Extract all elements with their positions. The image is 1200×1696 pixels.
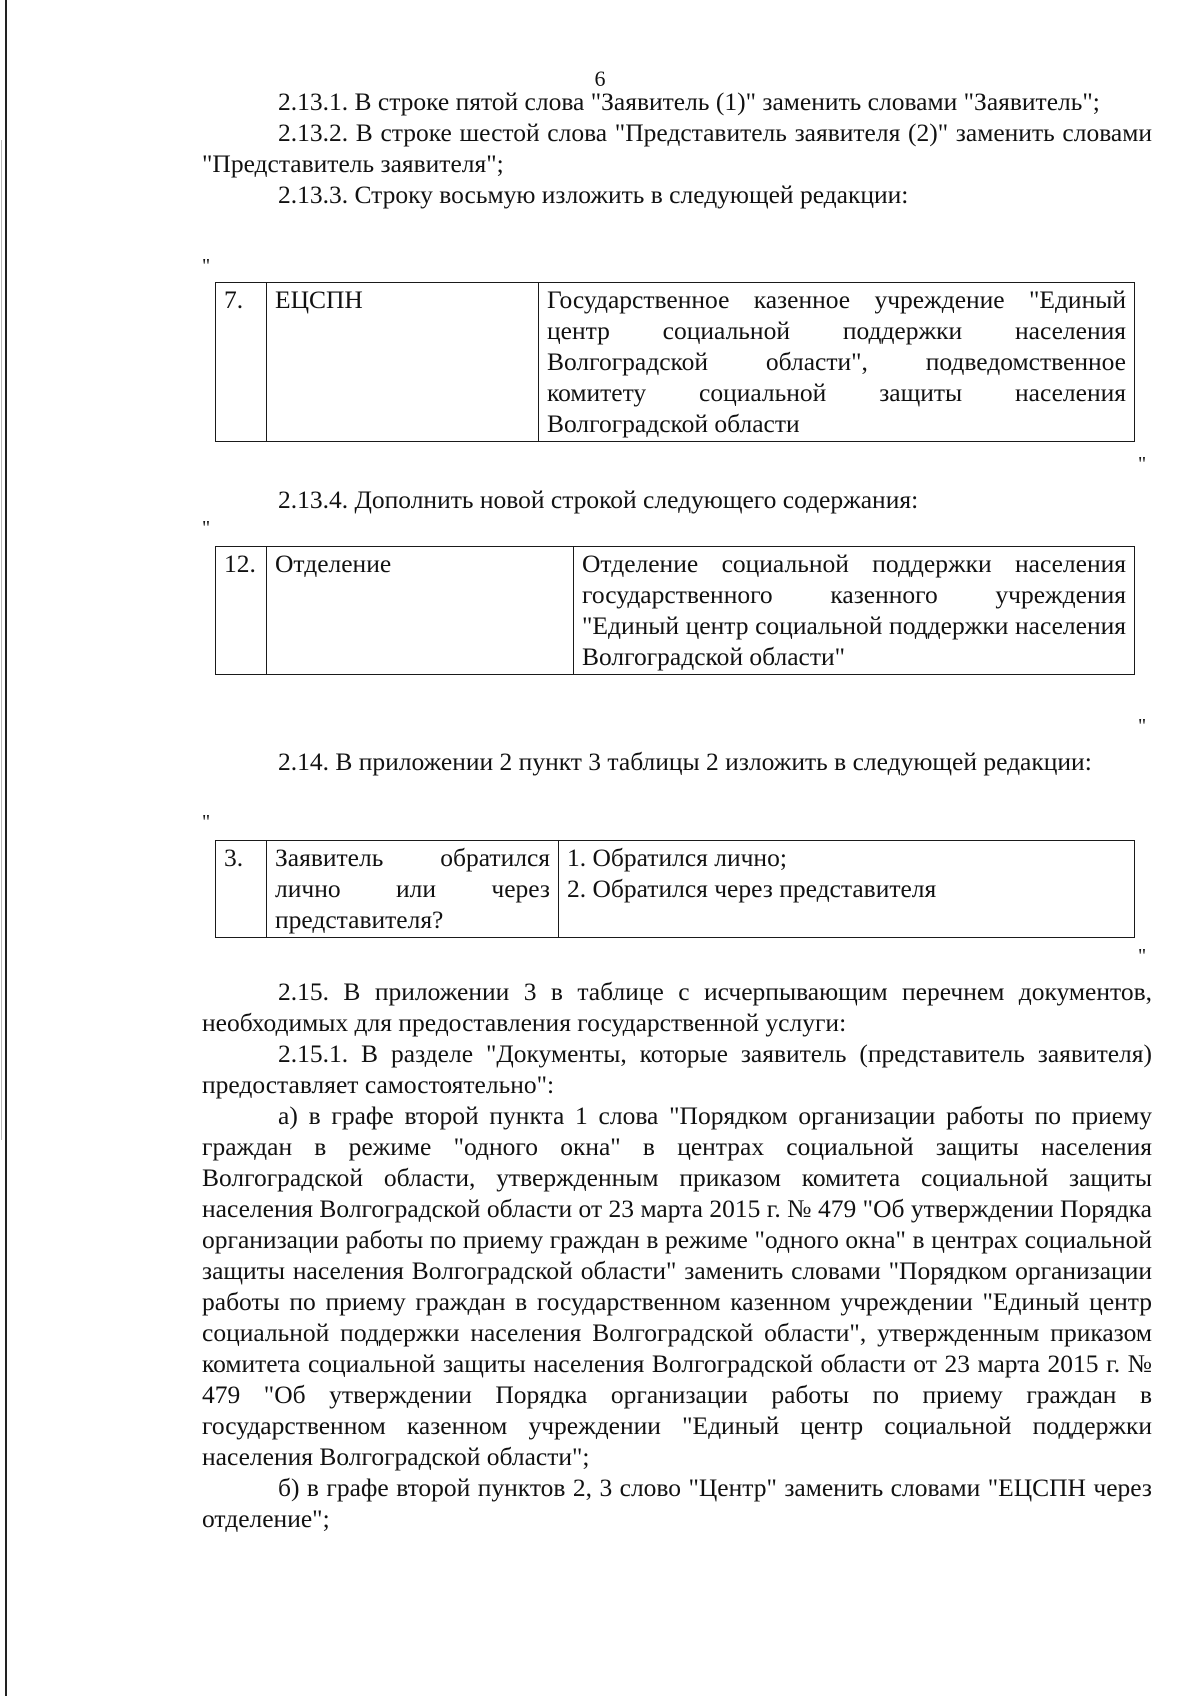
page-number: 6 (594, 66, 606, 91)
close-quote-1: " (1138, 453, 1147, 475)
table1-num: 7. (216, 283, 267, 442)
paragraph-2-15-1: 2.15.1. В разделе "Документы, которые заявитель (представитель заявителя) предоставляет самостоятельно": (202, 1039, 1152, 1099)
scan-shadow-line (1, 140, 2, 1140)
table-row-7 (215, 282, 1135, 442)
paragraph-2-13-3: 2.13.3. Строку восьмую изложить в следующей редакции: (278, 180, 909, 209)
table1-name: ЕЦСПН (267, 283, 539, 442)
section-2-13-intro (202, 86, 1152, 210)
open-quote-1: " (202, 255, 211, 277)
table3-answers (559, 841, 1135, 938)
paragraph-2-13-2: 2.13.2. В строке шестой слова "Представитель заявителя (2)" заменить словами "Представитель заявителя"; (202, 118, 1152, 178)
table3-question: Заявитель обратился лично или через представителя? (267, 841, 559, 938)
table3-num: 3. (216, 841, 267, 938)
paragraph-2-13-4: 2.13.4. Дополнить новой строкой следующего содержания: (278, 485, 919, 514)
table2-desc: Отделение социальной поддержки населения государственного казенного учреждения "Единый центр социальной поддержки населения Волгоградской области" (574, 547, 1135, 675)
paragraph-2-15: 2.15. В приложении 3 в таблице с исчерпывающим перечнем документов, необходимых для предоставления государственной услуги: (202, 977, 1152, 1037)
table3-answer-2: 2. Обратился через представителя (567, 874, 937, 903)
paragraph-a: а) в графе второй пункта 1 слова "Порядком организации работы по приему граждан в режиме "одного окна" в центрах социальной защиты населения Волгоградской области, утвержденным приказом комитета социальной защиты населения Волгоградской области от 23 марта 2015 г. № 479 "Об утверждении Порядка организации работы по приему граждан в режиме "одного окна" в центрах социальной защиты населения Волгоградской области" заменить словами "Порядком организации работы по приему граждан в государственном казенном учреждении "Единый центр социальной поддержки населения Волгоградской области", утвержденным приказом комитета социальной защиты населения Волгоградской области от 23 марта 2015 г. № 479 "Об утверждении Порядка организации работы по приему граждан в государственном казенном учреждении "Единый центр социальной поддержки населения Волгоградской области"; (202, 1101, 1152, 1471)
table2-num: 12. (216, 547, 267, 675)
paragraph-2-14-wrap (202, 746, 1152, 777)
table3-answer-1: 1. Обратился лично; (567, 843, 787, 872)
table1-desc: Государственное казенное учреждение "Единый центр социальной поддержки населения Волгоградской области", подведомственное комитету социальной защиты населения Волгоградской области (539, 283, 1135, 442)
page-edge-line (5, 0, 7, 1696)
paragraph-2-13-1: 2.13.1. В строке пятой слова "Заявитель (1)" заменить словами "Заявитель"; (278, 87, 1100, 116)
open-quote-3: " (202, 811, 211, 833)
paragraph-b: б) в графе второй пунктов 2, 3 слово "Центр" заменить словами "ЕЦСПН через отделение"; (202, 1473, 1152, 1533)
table-row-3 (215, 840, 1135, 938)
paragraph-2-14: 2.14. В приложении 2 пункт 3 таблицы 2 изложить в следующей редакции: (278, 747, 1092, 776)
paragraph-2-13-4-wrap (202, 484, 1152, 515)
section-2-15 (202, 976, 1152, 1534)
table-row-12 (215, 546, 1135, 675)
close-quote-2: " (1138, 715, 1147, 737)
close-quote-3: " (1138, 945, 1147, 967)
open-quote-2: " (202, 517, 211, 539)
table2-name: Отделение (267, 547, 574, 675)
